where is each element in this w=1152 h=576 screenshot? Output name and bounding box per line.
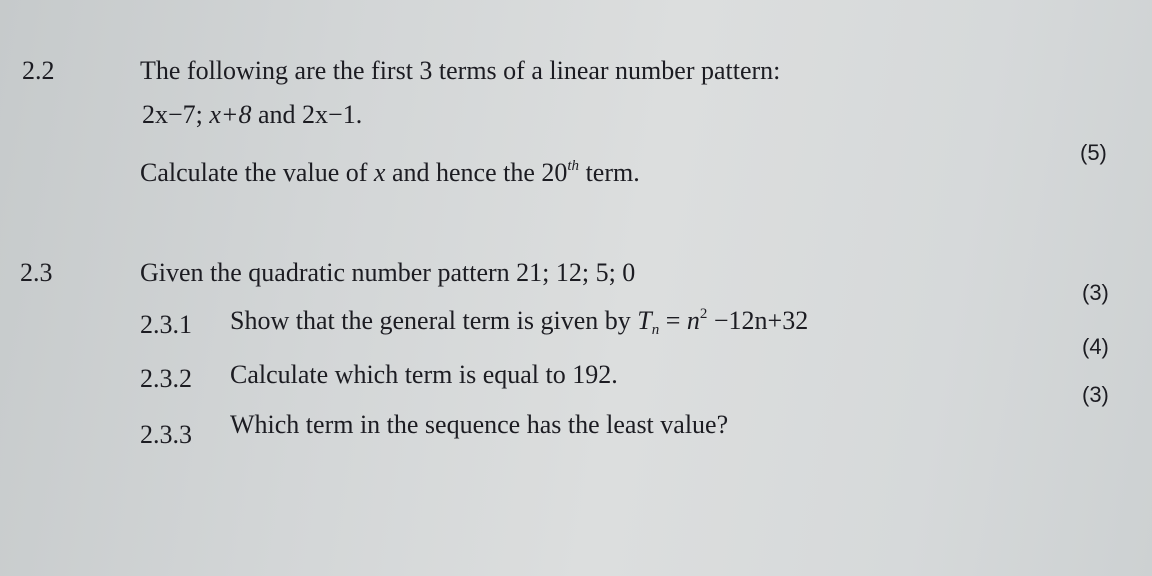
- variable-n: n: [686, 306, 700, 335]
- general-term-subscript: n: [651, 322, 660, 338]
- formula-remainder: −12n+32: [707, 306, 809, 335]
- question-number-2-3: 2.3: [20, 258, 53, 287]
- task-term-suffix: th: [567, 158, 580, 174]
- term-connector: and: [251, 100, 303, 129]
- linear-pattern-terms: [142, 100, 362, 130]
- subquestion-2-3-1-text: [230, 306, 808, 336]
- task-variable: x: [373, 158, 386, 187]
- term-2: x+8: [209, 100, 252, 129]
- question-2-2-intro: The following are the first 3 terms of a linear number pattern:: [140, 56, 781, 85]
- subquestion-number-2-3-1: 2.3.1: [140, 310, 192, 339]
- marks-2-2: (5): [1080, 140, 1107, 165]
- subquestion-2-3-2-text: Calculate which term is equal to 192.: [230, 360, 618, 389]
- task-text-start: Calculate the value of: [140, 158, 374, 187]
- task-text-middle: and hence the: [385, 158, 542, 187]
- subquestion-number-2-3-3: 2.3.3: [140, 420, 192, 449]
- general-term-symbol: T: [637, 306, 652, 335]
- term-3: 2x−1.: [302, 100, 363, 129]
- question-2-2-task: [140, 158, 640, 188]
- term-1: 2x−7;: [142, 100, 210, 129]
- subquestion-2-3-3-text: Which term in the sequence has the least value?: [230, 410, 729, 439]
- task-term-number: 20: [541, 158, 568, 187]
- marks-2-3-2: (4): [1082, 334, 1109, 359]
- marks-2-3-3: (3): [1082, 382, 1109, 407]
- exponent-two: 2: [699, 306, 708, 322]
- subquestion-2-3-1-prompt: Show that the general term is given by: [230, 306, 638, 335]
- marks-2-3-1: (3): [1082, 280, 1109, 305]
- question-number-2-2: 2.2: [22, 56, 55, 85]
- equals-sign: =: [659, 306, 687, 335]
- task-text-end: term.: [579, 158, 640, 187]
- subquestion-number-2-3-2: 2.3.2: [140, 364, 192, 393]
- question-2-3-intro: Given the quadratic number pattern 21; 12; 5; 0: [140, 258, 636, 287]
